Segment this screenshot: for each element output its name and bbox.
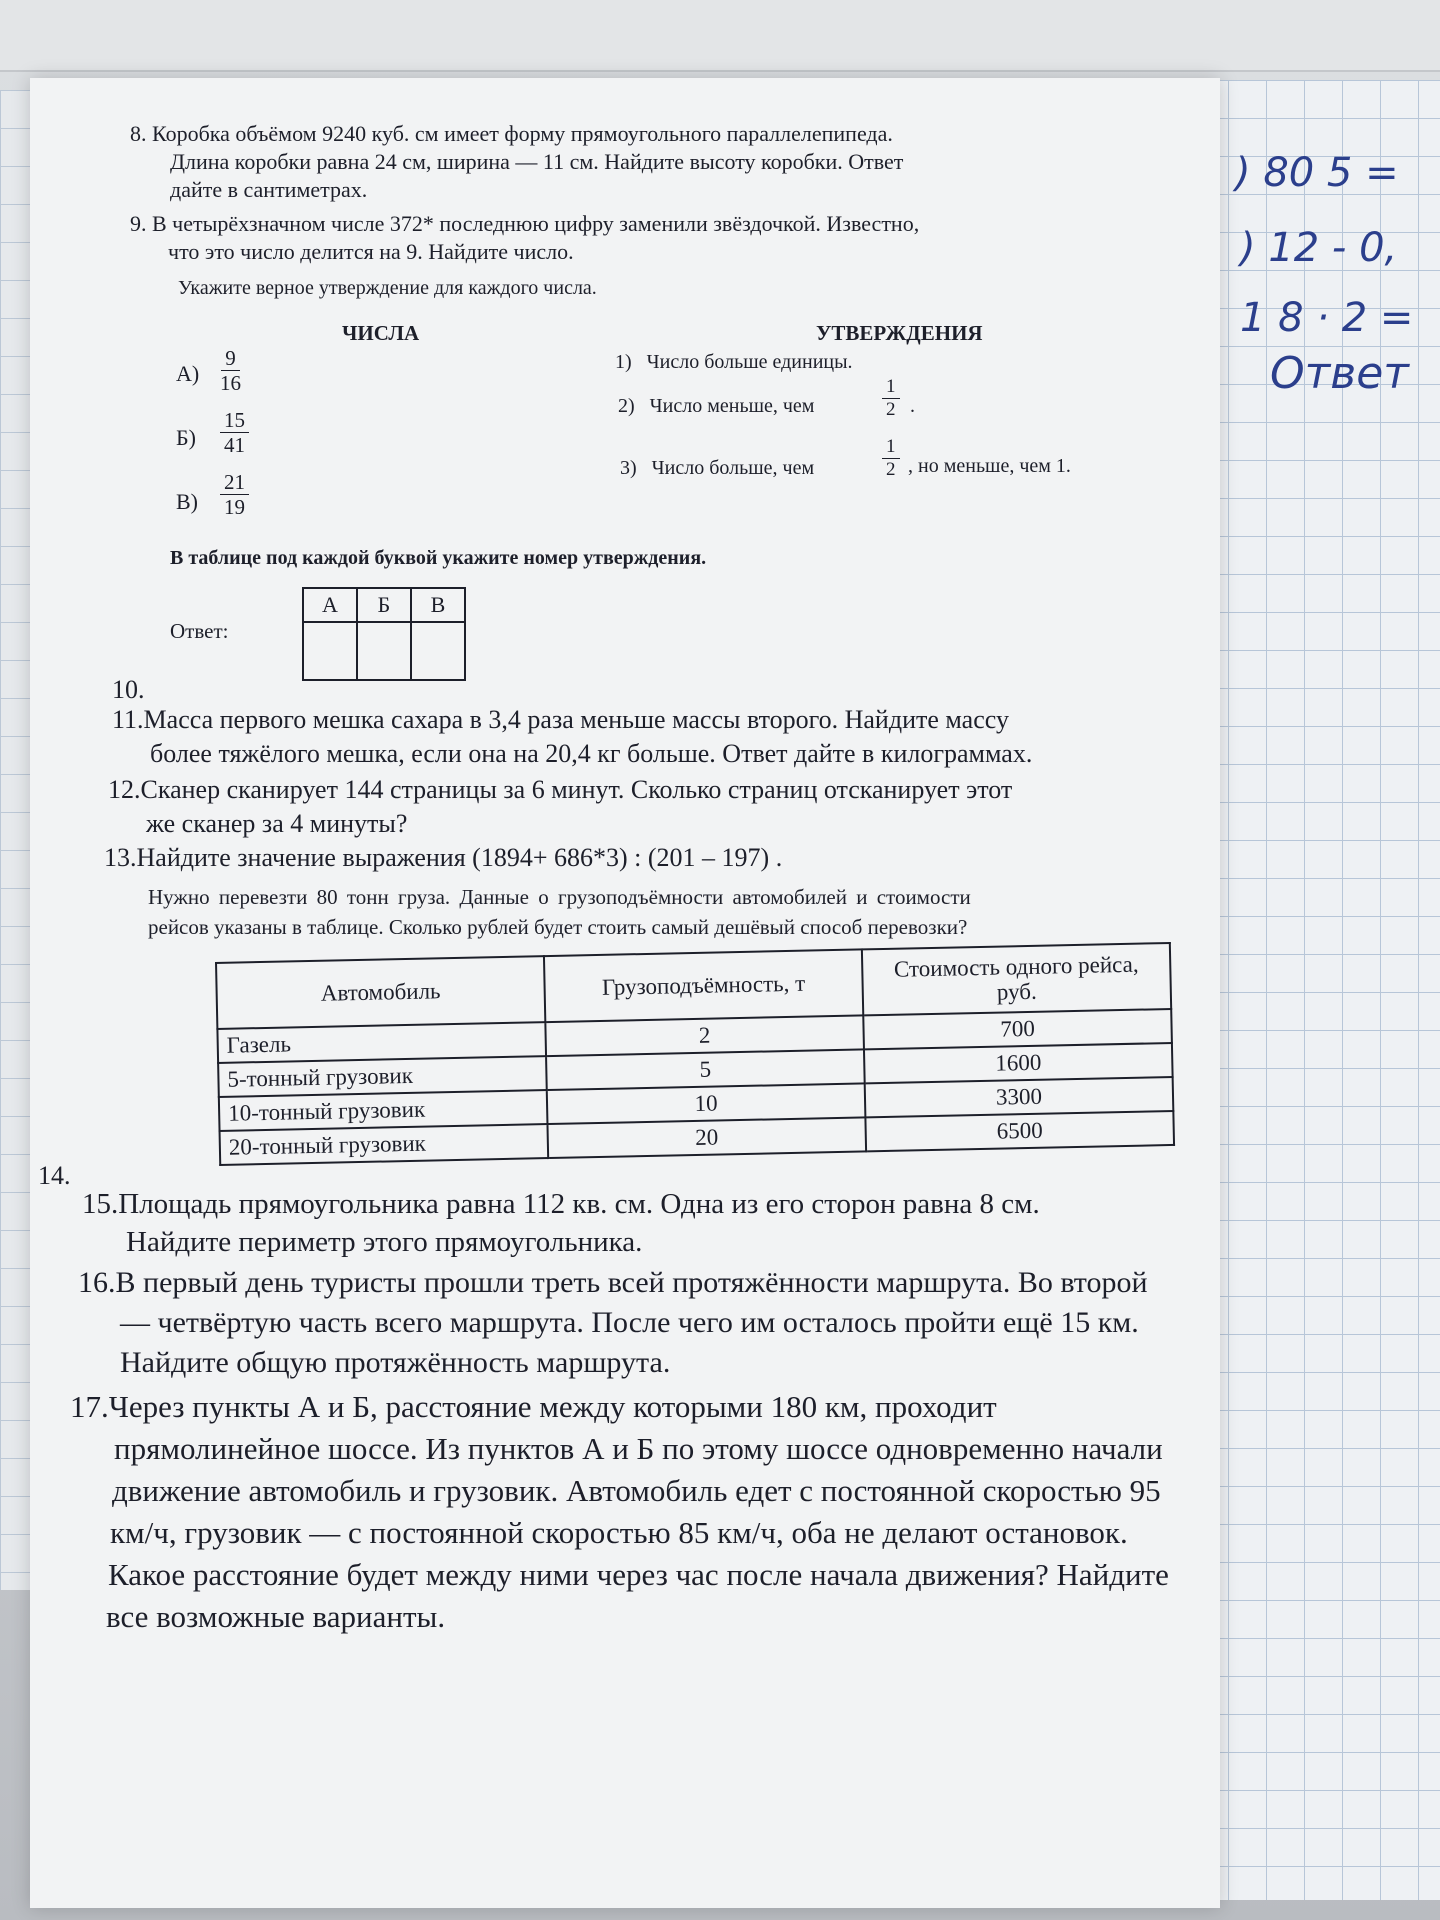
question-number: 16. xyxy=(78,1266,116,1299)
fraction-b xyxy=(220,408,249,458)
question-14-number: 14. xyxy=(38,1161,71,1190)
question-16-line: — четвёртую часть всего маршрута. После чего им осталось пройти ещё 15 км. xyxy=(120,1306,1139,1339)
handwritten-note: 1 8 · 2 = xyxy=(1240,295,1414,341)
fraction-numerator: 21 xyxy=(220,470,249,495)
handwritten-note: Ответ xyxy=(1270,348,1409,399)
table-cell: 10-тонный грузовик xyxy=(219,1090,548,1131)
question-17-line: прямолинейное шоссе. Из пунктов А и Б по этому шоссе одновременно начали xyxy=(114,1431,1163,1466)
answer-label: Ответ: xyxy=(170,619,229,643)
question-text: В четырёхзначном числе 372* последнюю цифру заменили звёздочкой. Известно, xyxy=(152,211,920,236)
question-10-number: 10. xyxy=(112,675,145,704)
question-15-line: Найдите периметр этого прямоугольника. xyxy=(126,1226,643,1258)
table-cell: 6500 xyxy=(865,1111,1174,1151)
question-17-line: Какое расстояние будет между ними через час после начала движения? Найдите xyxy=(108,1557,1169,1592)
question-number: 17. xyxy=(70,1389,109,1424)
question-number: 13. xyxy=(104,843,137,872)
table-cell: 20 xyxy=(547,1117,866,1158)
question-number: 12. xyxy=(108,775,141,804)
answer-cell[interactable] xyxy=(411,622,465,680)
fraction-numerator: 1 xyxy=(882,376,900,399)
question-12-line: же сканер за 4 минуты? xyxy=(146,809,408,838)
handwritten-note: ) 12 - 0, xyxy=(1240,225,1398,271)
table-cell: 5-тонный грузовик xyxy=(218,1056,547,1097)
fraction-denominator: 41 xyxy=(224,433,245,458)
statement-text: Число меньше, чем xyxy=(649,395,815,417)
fraction-denominator: 2 xyxy=(886,398,896,420)
fraction-numerator: 1 xyxy=(882,436,900,459)
question-8-line: дайте в сантиметрах. xyxy=(170,177,368,202)
answer-grid xyxy=(302,587,466,681)
answer-header: В xyxy=(411,588,465,622)
table-header: Автомобиль xyxy=(216,956,545,1029)
worksheet-page xyxy=(30,78,1220,1908)
number-letter-v: В) xyxy=(176,489,198,514)
answer-cell[interactable] xyxy=(357,622,411,680)
question-number: 15. xyxy=(82,1188,119,1220)
statement-text: Число больше единицы. xyxy=(646,351,853,373)
statements-column-title: УТВЕРЖДЕНИЯ xyxy=(816,321,983,345)
fraction-denominator: 19 xyxy=(224,495,245,520)
question-number: 9. xyxy=(130,211,147,236)
table-cell: 1600 xyxy=(864,1043,1173,1083)
statement-number: 3) xyxy=(620,457,637,479)
table-cell: 3300 xyxy=(865,1077,1174,1117)
match-intro: Укажите верное утверждение для каждого числа. xyxy=(178,277,597,299)
question-text: Площадь прямоугольника равна 112 кв. см. Одна из его сторон равна 8 см. xyxy=(118,1188,1040,1220)
question-9 xyxy=(130,210,919,238)
statement-2-tail: . xyxy=(910,395,915,417)
question-8-line: Длина коробки равна 24 см, ширина — 11 см. Найдите высоту коробки. Ответ xyxy=(170,149,904,174)
question-17-line: км/ч, грузовик — с постоянной скоростью 85 км/ч, оба не делают остановок. xyxy=(110,1515,1128,1550)
question-text: Через пункты А и Б, расстояние между которыми 180 км, проходит xyxy=(108,1389,997,1424)
fraction-denominator: 16 xyxy=(220,371,241,396)
table-cell: 20-тонный грузовик xyxy=(220,1124,549,1165)
statement-3-tail: , но меньше, чем 1. xyxy=(908,455,1071,477)
question-text: Сканер сканирует 144 страницы за 6 минут. Сколько страниц отсканирует этот xyxy=(140,775,1013,804)
table-cell: 700 xyxy=(863,1009,1172,1049)
freight-table xyxy=(215,942,1175,1166)
fraction-v xyxy=(220,470,249,520)
table-cell: 5 xyxy=(546,1049,865,1090)
question-17 xyxy=(70,1388,997,1427)
table-header: Стоимость одного рейса, руб. xyxy=(862,943,1171,1015)
statement-number: 2) xyxy=(618,395,635,417)
freight-text: рейсов указаны в таблице. Сколько рублей будет стоить самый дешёвый способ перевозки? xyxy=(148,915,968,939)
fraction-numerator: 9 xyxy=(221,346,240,371)
answer-header: Б xyxy=(357,588,411,622)
match-instruction: В таблице под каждой буквой укажите номер утверждения. xyxy=(170,547,707,569)
number-letter-a: А) xyxy=(176,361,200,386)
top-sheet xyxy=(0,0,1440,72)
table-header: Грузоподъёмность, т xyxy=(544,949,863,1022)
answer-cell[interactable] xyxy=(303,622,357,680)
number-letter-b: Б) xyxy=(176,425,196,450)
numbers-column-title: ЧИСЛА xyxy=(342,321,420,345)
question-8 xyxy=(130,120,893,148)
question-9-line: что это число делится на 9. Найдите число. xyxy=(168,239,574,264)
question-16 xyxy=(78,1264,1148,1302)
question-17-line: движение автомобиль и грузовик. Автомобиль едет с постоянной скоростью 95 xyxy=(112,1473,1161,1508)
table-cell: Газель xyxy=(217,1022,546,1063)
question-number: 11. xyxy=(112,705,144,734)
statement-number: 1) xyxy=(615,351,632,373)
statement-text: Число больше, чем xyxy=(651,457,815,479)
handwritten-note: ) 80 5 = xyxy=(1235,150,1399,196)
table-cell: 10 xyxy=(547,1083,866,1124)
question-12 xyxy=(108,774,1012,807)
question-number: 8. xyxy=(130,121,147,146)
question-text: Коробка объёмом 9240 куб. см имеет форму прямоугольного параллелепипеда. xyxy=(152,121,893,146)
question-15 xyxy=(82,1186,1040,1222)
fraction-denominator: 2 xyxy=(886,458,896,480)
statement-1 xyxy=(615,350,853,375)
question-16-line: Найдите общую протяжённость маршрута. xyxy=(120,1346,671,1379)
freight-text: Нужно перевезти 80 тонн груза. Данные о грузоподъёмности автомобилей и стоимости xyxy=(148,885,971,909)
fraction-a xyxy=(220,346,241,396)
question-17-line: все возможные варианты. xyxy=(106,1599,446,1634)
fraction-numerator: 15 xyxy=(220,408,249,433)
question-text: Найдите значение выражения (1894+ 686*3) : (201 – 197) . xyxy=(136,843,783,872)
fraction-half xyxy=(882,376,900,422)
table-cell: 2 xyxy=(545,1015,864,1056)
question-11 xyxy=(112,704,1009,737)
statement-3 xyxy=(620,456,814,481)
question-text: В первый день туристы прошли треть всей протяжённости маршрута. Во второй xyxy=(115,1266,1148,1299)
fraction-half xyxy=(882,436,900,482)
question-13 xyxy=(104,842,782,875)
question-11-line: более тяжёлого мешка, если она на 20,4 кг больше. Ответ дайте в килограммах. xyxy=(150,739,1033,768)
question-text: Масса первого мешка сахара в 3,4 раза меньше массы второго. Найдите массу xyxy=(143,705,1009,734)
answer-header: А xyxy=(303,588,357,622)
statement-2 xyxy=(618,394,814,419)
